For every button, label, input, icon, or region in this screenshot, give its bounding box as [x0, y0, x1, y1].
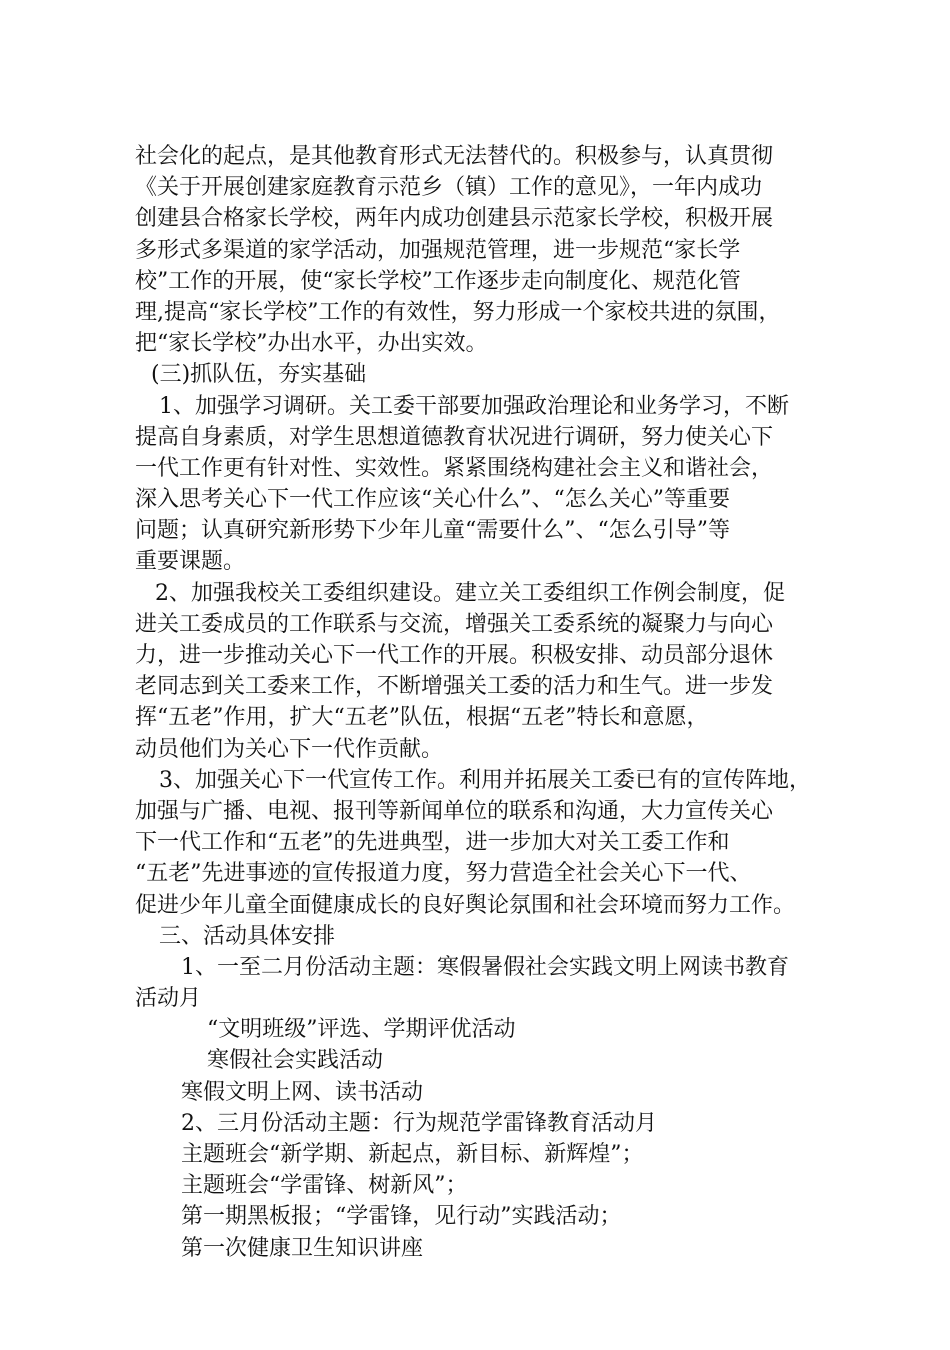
- activity-item: “文明班级”评选、学期评优活动: [207, 1017, 516, 1043]
- text-line: 力，进一步推动关心下一代工作的开展。积极安排、动员部分退休: [135, 643, 774, 668]
- text-line: 挥“五老”作用，扩大“五老”队伍，根据“五老”特长和意愿，: [135, 705, 709, 731]
- activity-item: 寒假社会实践活动: [207, 1048, 384, 1074]
- text-line: 把“家长学校”办出水平，办出实效。: [135, 331, 488, 357]
- text-line: 促进少年儿童全面健康成长的良好舆论氛围和社会环境而努力工作。: [135, 892, 796, 918]
- activity-item: 主题班会“新学期、新起点，新目标、新辉煌”；: [181, 1142, 644, 1167]
- text-line: 创建县合格家长学校，两年内成功创建县示范家长学校，积极开展: [135, 206, 774, 232]
- text-line: 多形式多渠道的家学活动，加强规范管理，进一步规范“家长学: [135, 237, 741, 263]
- text-line: 校”工作的开展，使“家长学校”工作逐步走向制度化、规范化管: [135, 268, 741, 294]
- text-line: 理,提高“家长学校”工作的有效性，努力形成一个家校共进的氛围，: [135, 299, 781, 325]
- text-line: 一代工作更有针对性、实效性。紧紧围绕构建社会主义和谐社会，: [135, 455, 774, 481]
- text-line: 社会化的起点，是其他教育形式无法替代的。积极参与，认真贯彻: [135, 144, 774, 169]
- paragraph-start: 3、加强关心下一代宣传工作。利用并拓展关工委已有的宣传阵地，: [159, 767, 811, 793]
- paragraph-start: 1、加强学习调研。关工委干部要加强政治理论和业务学习，不断: [159, 393, 789, 419]
- text-line: 《关于开展创建家庭教育示范乡（镇）工作的意见》，一年内成功: [135, 175, 763, 201]
- activity-item: 主题班会“学雷锋、树新风”；: [181, 1173, 468, 1199]
- text-line: 深入思考关心下一代工作应该“关心什么”、“怎么关心”等重要: [135, 487, 730, 513]
- section-heading: (三)抓队伍，夯实基础: [151, 362, 367, 388]
- section-heading: 三、活动具体安排: [159, 923, 336, 949]
- activity-item: 第一期黑板报；“学雷锋，见行动”实践活动；: [181, 1204, 622, 1230]
- activity-item: 第一次健康卫生知识讲座: [181, 1235, 424, 1261]
- text-line: 下一代工作和“五老”的先进典型，进一步加大对关工委工作和: [135, 830, 730, 856]
- text-line: 动员他们为关心下一代作贡献。: [135, 736, 444, 762]
- text-line: 问题；认真研究新形势下少年儿童“需要什么”、“怎么引导”等: [135, 518, 730, 544]
- list-item: 2、三月份活动主题：行为规范学雷锋教育活动月: [181, 1110, 657, 1136]
- text-line: 进关工委成员的工作联系与交流，增强关工委系统的凝聚力与向心: [135, 611, 774, 637]
- list-item: 1、一至二月份活动主题：寒假暑假社会实践文明上网读书教育: [181, 954, 789, 980]
- text-line: 提高自身素质，对学生思想道德教育状况进行调研，努力使关心下: [135, 424, 774, 450]
- text-line: 加强与广播、电视、报刊等新闻单位的联系和沟通，大力宣传关心: [135, 798, 774, 824]
- text-line: “五老”先进事迹的宣传报道力度，努力营造全社会关心下一代、: [135, 861, 752, 887]
- text-line: 活动月: [135, 986, 202, 1012]
- text-line: 老同志到关工委来工作，不断增强关工委的活力和生气。进一步发: [135, 674, 774, 700]
- paragraph-start: 2、加强我校关工委组织建设。建立关工委组织工作例会制度，促: [155, 580, 785, 606]
- document-body: [135, 141, 835, 1264]
- text-line: 重要课题。: [135, 549, 246, 575]
- activity-item: 寒假文明上网、读书活动: [181, 1079, 424, 1105]
